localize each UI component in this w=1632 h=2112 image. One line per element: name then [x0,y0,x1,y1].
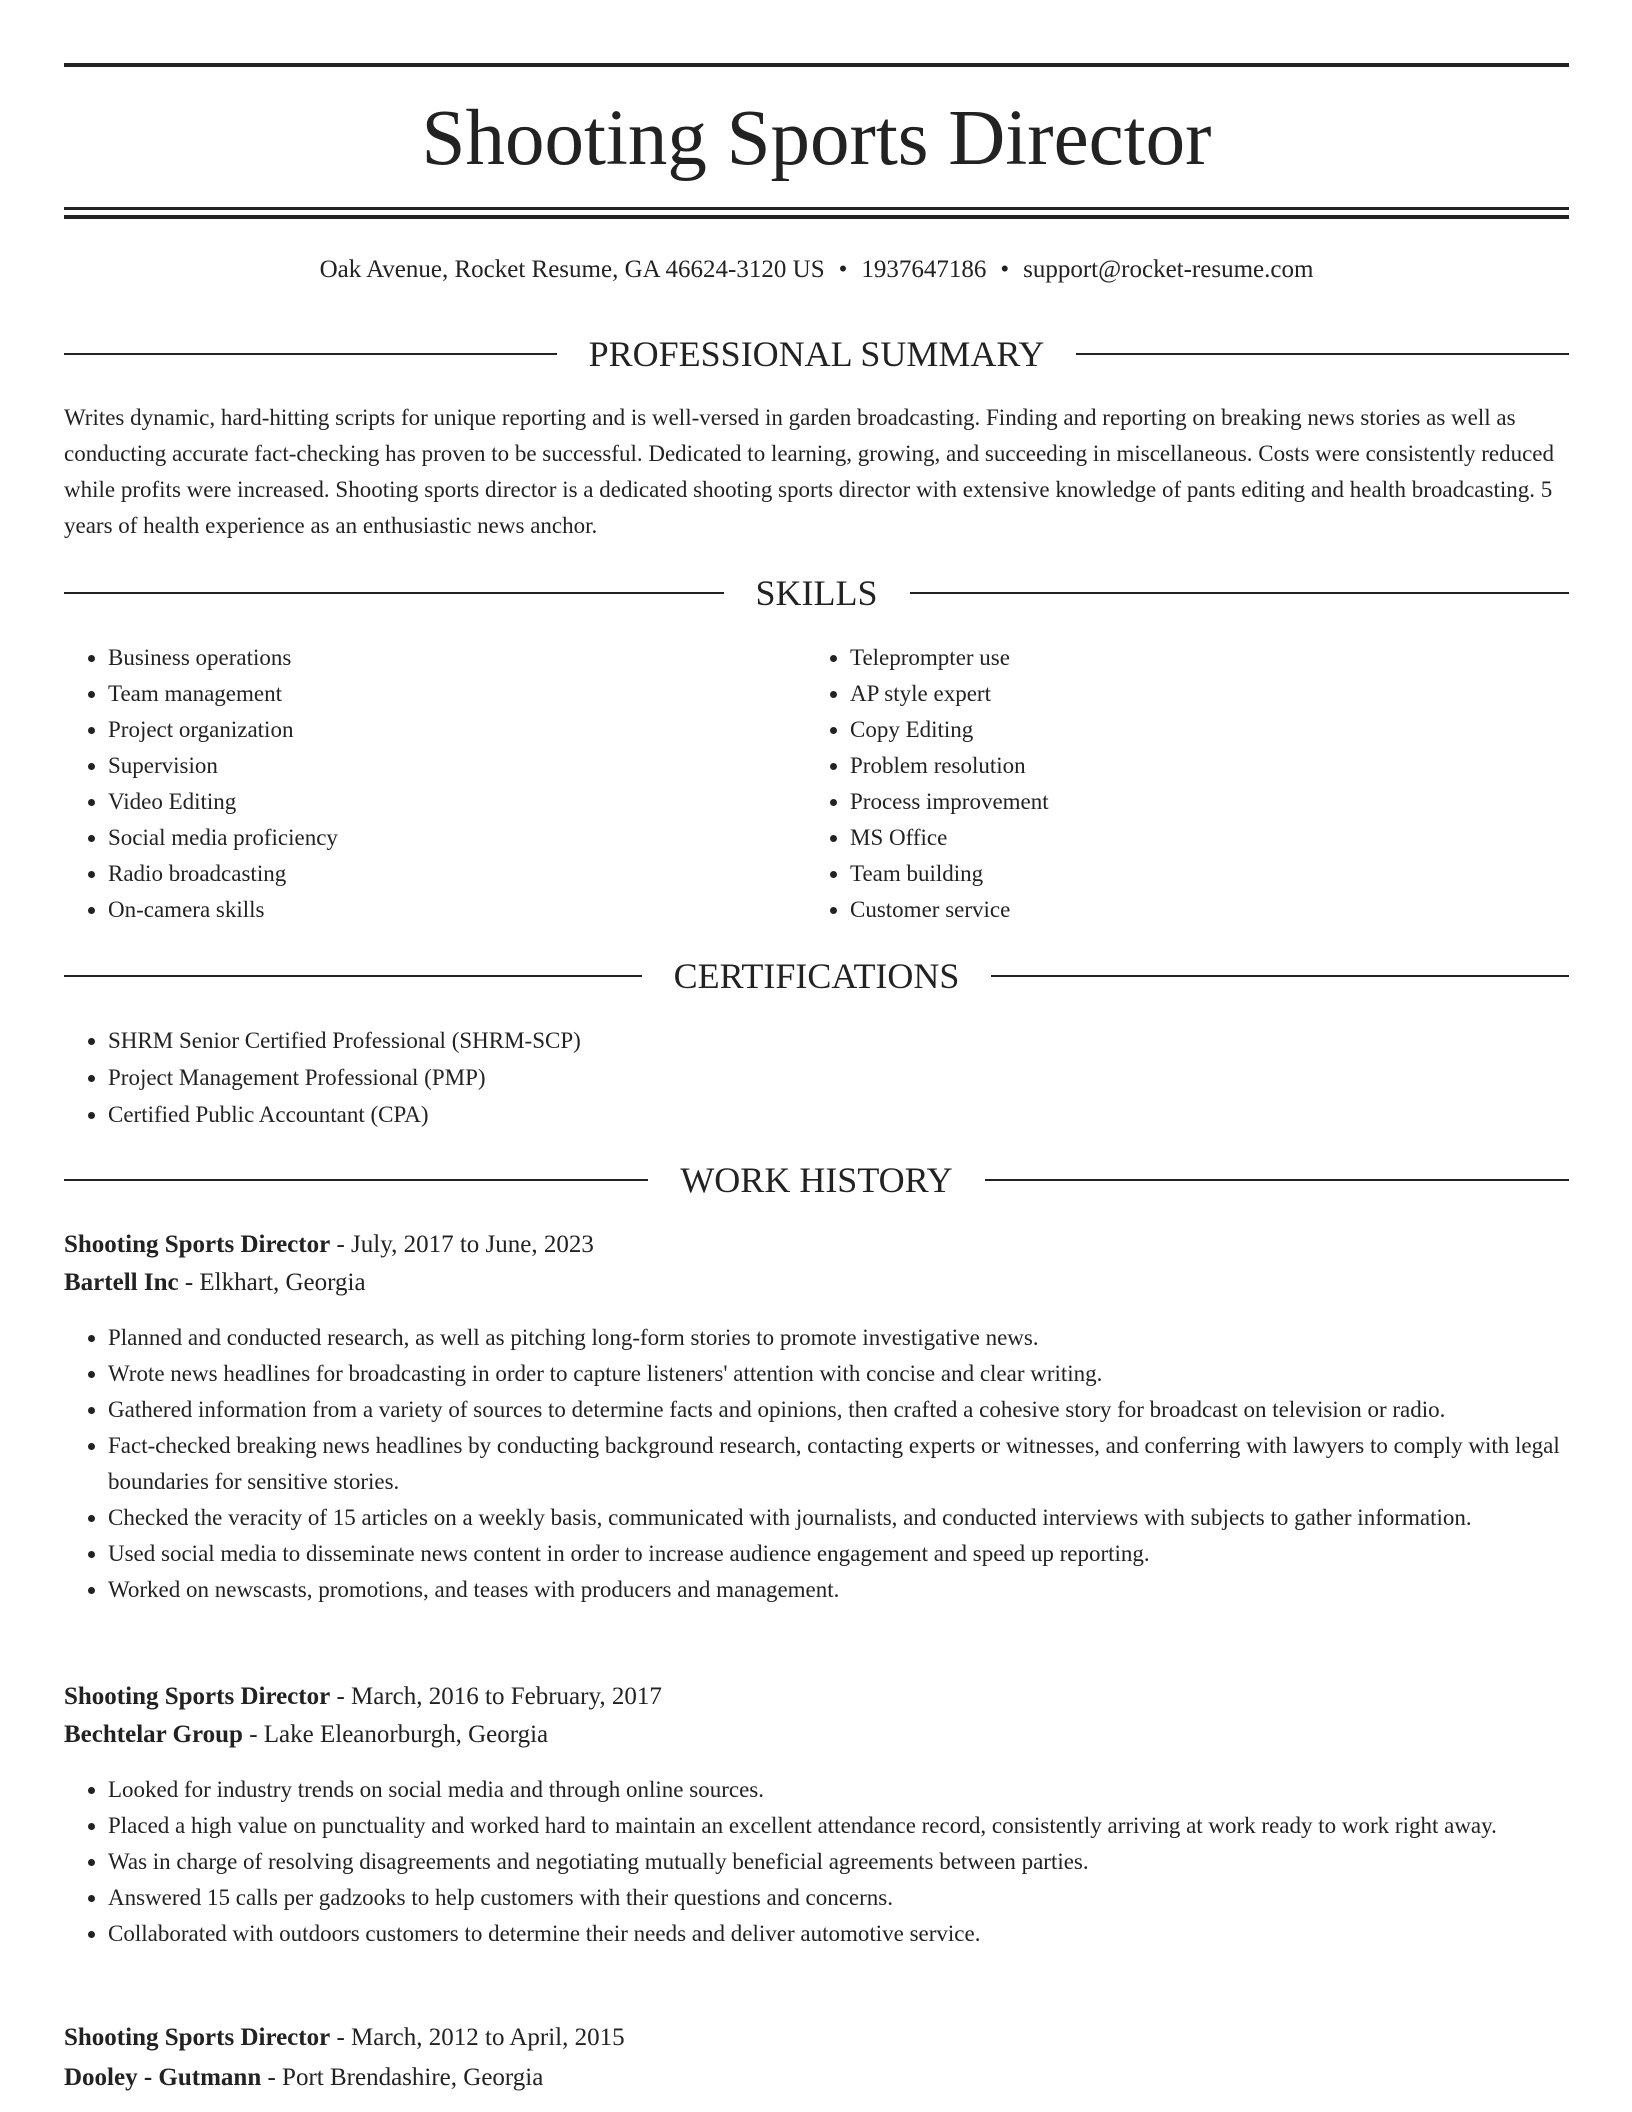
contact-address: Oak Avenue, Rocket Resume, GA 46624-3120 US [319,256,825,283]
section-heading-skills [64,571,1569,615]
job-title-line [64,1226,594,1264]
section-heading-summary [64,332,1569,376]
skill-item: • Video Editing [108,784,808,820]
heading-rule-left [64,1179,648,1181]
job-bullet: • Wrote news headlines for broadcasting in order to capture listeners' attention with concise and clear writing. [108,1356,1613,1392]
skill-item: • AP style expert [850,676,1550,712]
candidate-name: Shooting Sports Director [421,95,1212,182]
skill-item: • Project organization [108,712,808,748]
job-company-line [64,2059,543,2097]
job-bullet: • Gathered information from a variety of sources to determine facts and opinions, then crafted a cohesive story for broadcast on television or radio. [108,1392,1613,1428]
skill-item: • Team management [108,676,808,712]
header-bottom-rule [64,207,1569,210]
certification-item: • Project Management Professional (PMP) [108,1059,1613,1096]
job-company: Bartell Inc [64,1269,179,1296]
job-bullet: • Checked the veracity of 15 articles on a weekly basis, communicated with journalists, and conducted interviews with subjects to gather information. [108,1500,1613,1536]
job-dates: - July, 2017 to June, 2023 [330,1231,594,1258]
skills-list-right [806,640,1550,928]
summary-text: Writes dynamic, hard-hitting scripts for unique reporting and is well-versed in garden broadcasting. Finding and reporting on breaking news stories as well as conducting accurate fact-checking has proven to be successful. Dedicated to learning, growing, and succeeding in miscellaneous. Costs were consistently reduced while profits were increased. Shooting sports director is a dedicated shooting sports director with extensive knowledge of pants editing and health broadcasting. 5 years of health experience as an enthusiastic news anchor. [64,405,1555,538]
contact-email: support@rocket-resume.com [1023,256,1314,283]
job-location: - Elkhart, Georgia [178,1269,366,1296]
job-title-line [64,2019,625,2057]
job-bullets [64,1772,1613,1952]
section-title-summary: PROFESSIONAL SUMMARY [588,334,1045,374]
job-title-line [64,1678,662,1716]
job-title: Shooting Sports Director [64,2024,331,2051]
heading-rule-left [64,592,724,594]
job-bullets [64,1320,1613,1608]
job-bullet: • Was in charge of resolving disagreements and negotiating mutually beneficial agreements between parties. [108,1844,1613,1880]
skill-item: • Social media proficiency [108,820,808,856]
skill-item: • Teleprompter use [850,640,1550,676]
contact-separator: • [838,256,848,283]
job-bullet: • Looked for industry trends on social media and through online sources. [108,1772,1613,1808]
certification-item: • SHRM Senior Certified Professional (SHRM-SCP) [108,1022,1613,1059]
job-bullet: • Answered 15 calls per gadzooks to help customers with their questions and concerns. [108,1880,1613,1916]
heading-rule-right [991,975,1569,977]
job-company-line [64,1264,366,1302]
job-bullet: • Fact-checked breaking news headlines by conducting background research, contacting experts or witnesses, and conferring with lawyers to comply with legal boundaries for sensitive stories. [108,1428,1613,1500]
heading-rule-left [64,975,642,977]
job-company-line [64,1716,548,1754]
skill-item: • On-camera skills [108,892,808,928]
skill-item: • MS Office [850,820,1550,856]
skill-item: • Customer service [850,892,1550,928]
skill-item: • Copy Editing [850,712,1550,748]
contact-phone: 1937647186 [861,256,987,283]
certification-item: • Certified Public Accountant (CPA) [108,1096,1613,1133]
section-heading-certifications [64,954,1569,998]
skill-item: • Process improvement [850,784,1550,820]
skill-item: • Problem resolution [850,748,1550,784]
skill-item: • Team building [850,856,1550,892]
certifications-list [64,1022,1613,1133]
skill-item: • Business operations [108,640,808,676]
job-title: Shooting Sports Director [64,1683,331,1710]
job-bullet: • Used social media to disseminate news content in order to increase audience engagement and speed up reporting. [108,1536,1613,1572]
contact-separator: • [1000,256,1010,283]
job-bullet: • Placed a high value on punctuality and worked hard to maintain an excellent attendance record, consistently arriving at work ready to work right away. [108,1808,1613,1844]
skill-item: • Supervision [108,748,808,784]
section-title-certifications: CERTIFICATIONS [673,956,960,996]
contact-line [64,252,1569,288]
job-dates: - March, 2016 to February, 2017 [330,1683,662,1710]
header-bottom-rule-double [64,215,1569,219]
heading-rule-right [985,1179,1569,1181]
job-bullet: • Collaborated with outdoors customers to determine their needs and deliver automotive service. [108,1916,1613,1952]
heading-rule-right [910,592,1570,594]
skill-item: • Radio broadcasting [108,856,808,892]
heading-rule-right [1076,353,1569,355]
section-title-work-history: WORK HISTORY [680,1160,953,1200]
skills-list-left [64,640,808,928]
section-heading-work-history [64,1158,1569,1202]
job-bullet: • Planned and conducted research, as well as pitching long-form stories to promote investigative news. [108,1320,1613,1356]
header-top-rule [64,63,1569,67]
job-title: Shooting Sports Director [64,1231,331,1258]
job-company: Bechtelar Group [64,1721,243,1748]
job-location: - Lake Eleanorburgh, Georgia [242,1721,549,1748]
job-company: Dooley - Gutmann [64,2064,262,2091]
job-location: - Port Brendashire, Georgia [261,2064,544,2091]
heading-rule-left [64,353,557,355]
section-title-skills: SKILLS [755,573,878,613]
job-dates: - March, 2012 to April, 2015 [330,2024,625,2051]
job-bullet: • Worked on newscasts, promotions, and teases with producers and management. [108,1572,1613,1608]
